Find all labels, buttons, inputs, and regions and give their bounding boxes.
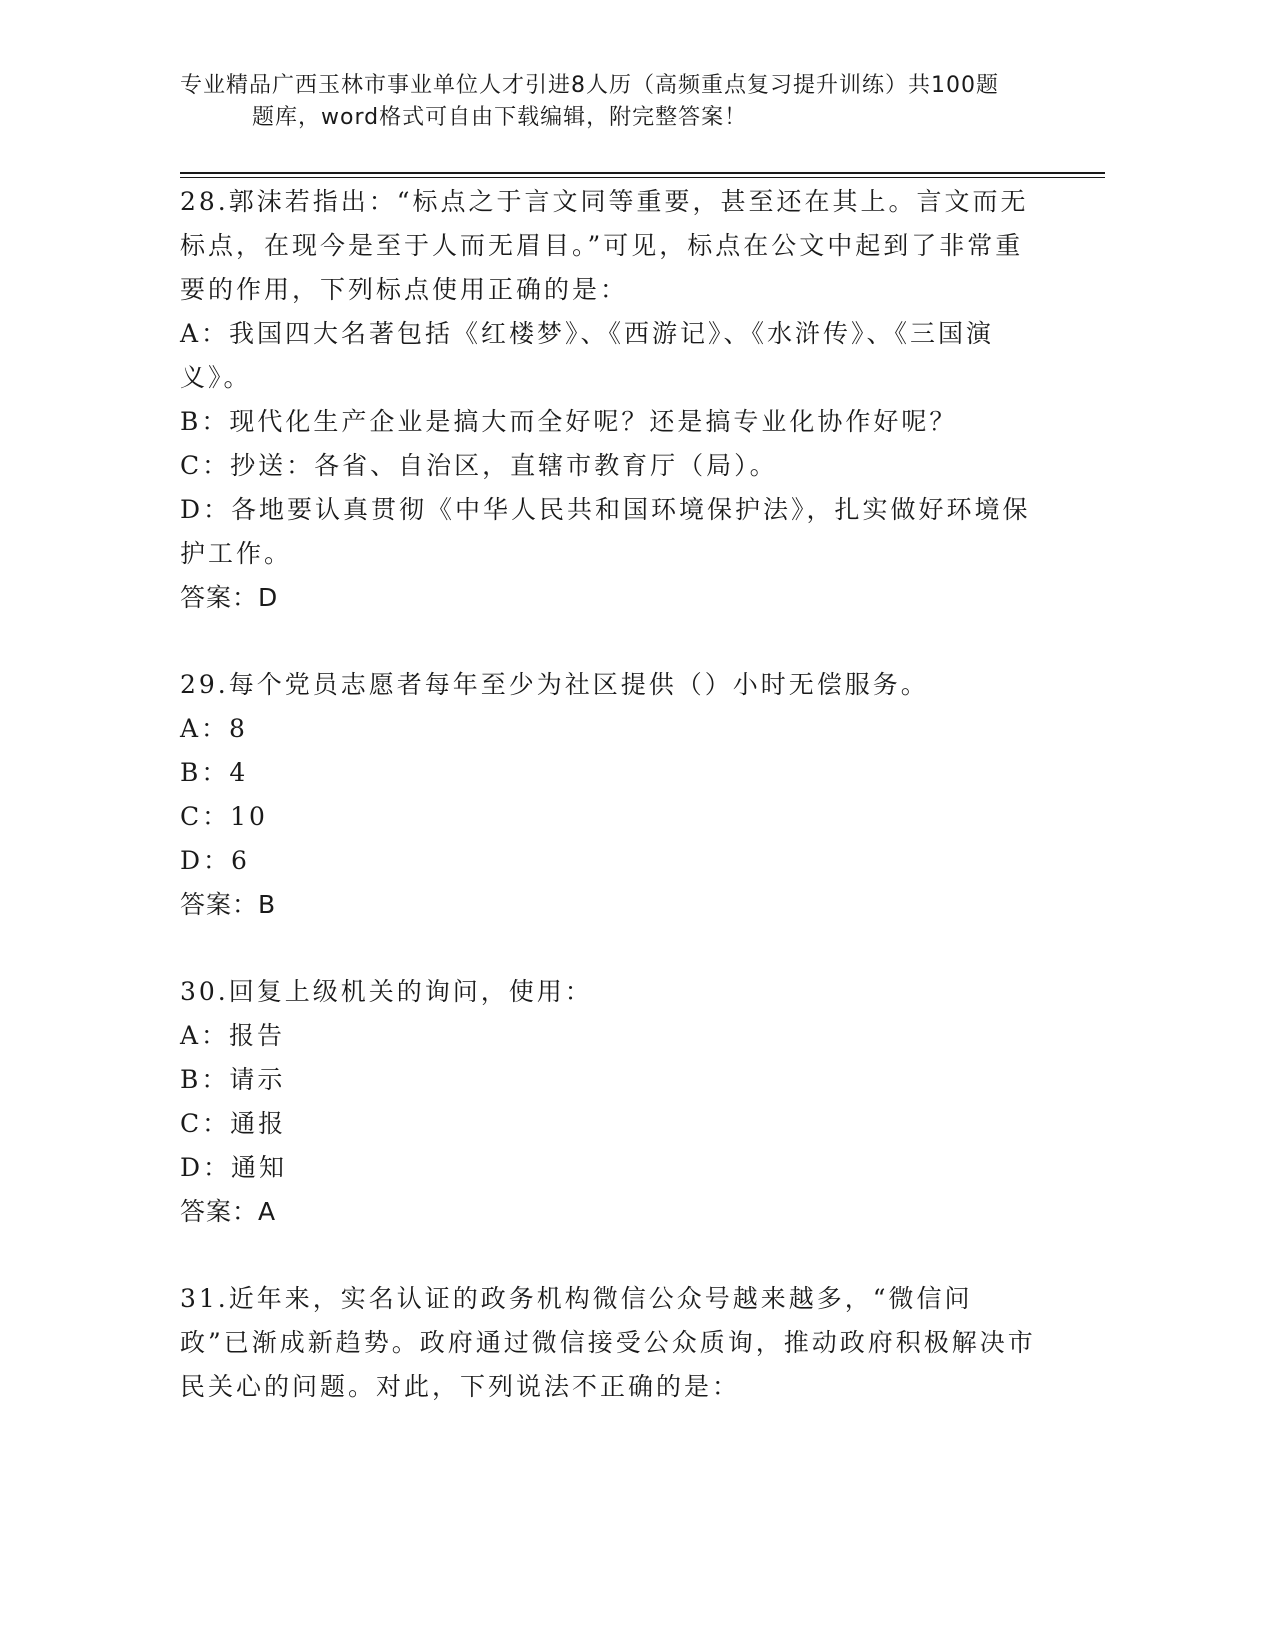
question-30 bbox=[180, 970, 1040, 1234]
document-header bbox=[180, 70, 1060, 134]
question-28 bbox=[180, 180, 1040, 620]
option-a: A：我国四大名著包括《红楼梦》、《西游记》、《水浒传》、《三国演义》。 bbox=[180, 319, 995, 392]
header-divider-thick bbox=[180, 172, 1105, 174]
header-title-line1: 专业精品广西玉林市事业单位人才引进8人历（高频重点复习提升训练）共100题 bbox=[180, 73, 999, 98]
option-d: D：各地要认真贯彻《中华人民共和国环境保护法》，扎实做好环境保护工作。 bbox=[180, 495, 1031, 568]
question-29 bbox=[180, 663, 1040, 927]
question-text: 29.每个党员志愿者每年至少为社区提供（）小时无偿服务。 bbox=[180, 670, 929, 699]
option-a: A：报告 bbox=[180, 1021, 286, 1050]
option-b: B：4 bbox=[180, 758, 249, 787]
option-d: D：6 bbox=[180, 846, 250, 875]
header-title-line2: 题库，word格式可自由下载编辑，附完整答案！ bbox=[252, 105, 748, 130]
option-d: D：通知 bbox=[180, 1153, 288, 1182]
answer-text: 答案：A bbox=[180, 1197, 277, 1226]
question-text: 30.回复上级机关的询问，使用： bbox=[180, 977, 593, 1006]
question-31 bbox=[180, 1277, 1040, 1409]
option-c: C：抄送：各省、自治区，直辖市教育厅（局）。 bbox=[180, 451, 778, 480]
answer-text: 答案：D bbox=[180, 583, 279, 612]
option-a: A：8 bbox=[180, 714, 248, 743]
option-b: B：请示 bbox=[180, 1065, 286, 1094]
option-c: C：10 bbox=[180, 802, 268, 831]
header-divider-thin bbox=[180, 177, 1105, 178]
question-text: 28.郭沫若指出：“标点之于言文同等重要，甚至还在其上。言文而无标点，在现今是至于人而无眉目。”可见，标点在公文中起到了非常重要的作用，下列标点使用正确的是： bbox=[180, 187, 1029, 304]
question-text: 31.近年来，实名认证的政务机构微信公众号越来越多，“微信问政”已渐成新趋势。政府通过微信接受公众质询，推动政府积极解决市民关心的问题。对此，下列说法不正确的是： bbox=[180, 1284, 1036, 1401]
answer-text: 答案：B bbox=[180, 890, 277, 919]
question-list bbox=[180, 180, 1040, 1452]
option-b: B：现代化生产企业是搞大而全好呢？还是搞专业化协作好呢？ bbox=[180, 407, 958, 436]
option-c: C：通报 bbox=[180, 1109, 287, 1138]
